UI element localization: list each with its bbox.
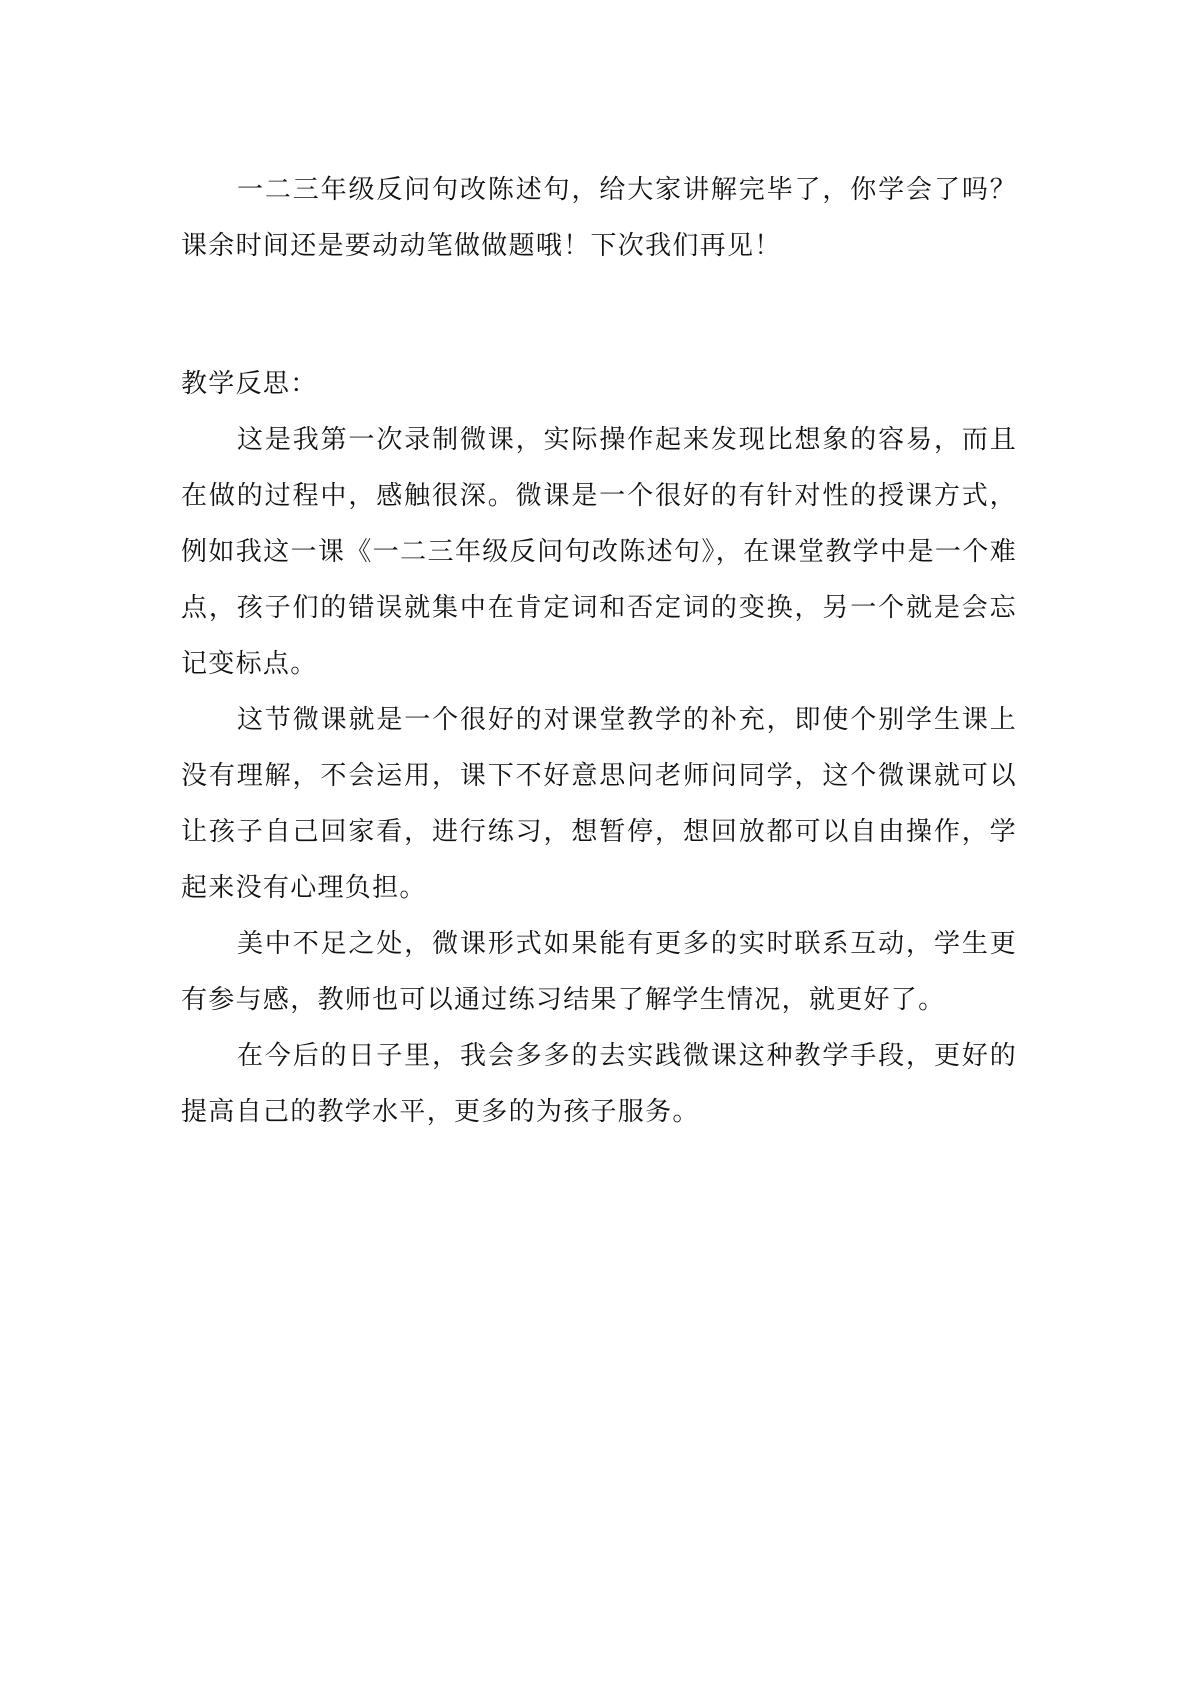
reflection-paragraph-4: 在今后的日子里，我会多多的去实践微课这种教学手段，更好的提高自己的教学水平，更多的为孩子服务。 [181,1041,1017,1127]
reflection-section [181,356,1017,1140]
reflection-paragraph-2: 这节微课就是一个很好的对课堂教学的补充，即使个别学生课上没有理解，不会运用，课下不好意思问老师问同学，这个微课就可以让孩子自己回家看，进行练习，想暂停，想回放都可以自由操作，学起来没有心理负担。 [181,705,1017,903]
reflection-paragraph-3: 美中不足之处，微课形式如果能有更多的实时联系互动，学生更有参与感，教师也可以通过练习结果了解学生情况，就更好了。 [181,929,1017,1015]
reflection-heading: 教学反思： [181,369,318,399]
reflection-paragraph-1: 这是我第一次录制微课，实际操作起来发现比想象的容易，而且在做的过程中，感触很深。微课是一个很好的有针对性的授课方式，例如我这一课《一二三年级反问句改陈述句》，在课堂教学中是一个难点，孩子们的错误就集中在肯定词和否定词的变换，另一个就是会忘记变标点。 [181,425,1017,679]
closing-paragraph: 一二三年级反问句改陈述句，给大家讲解完毕了，你学会了吗？课余时间还是要动动笔做做题哦！下次我们再见！ [181,175,1017,261]
closing-section [181,162,1017,274]
